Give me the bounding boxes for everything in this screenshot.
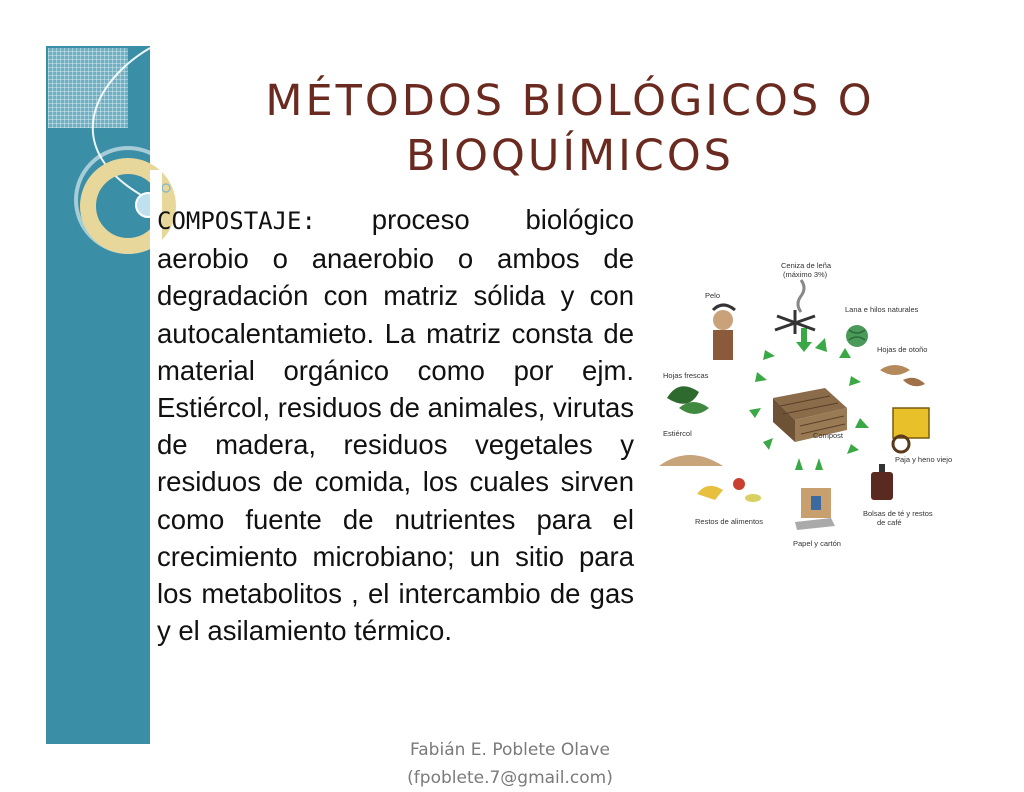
label-pelo: Pelo	[705, 291, 721, 300]
body-text: proceso biológico aerobio o anaerobio o ambos de degradación con matriz sólida y con autocalentamieto. La matriz consta de material orgánico como por ejm. Estiércol, residuos de animales, virutas de madera, residuos vegetales y residuos de comida, los cuales sirven como fuente de nutrientes para el crecimiento microbiano; un sitio para los metabolitos , el intercambio de gas y el asilamiento térmico.	[157, 204, 634, 647]
manure-icon	[659, 455, 723, 466]
hair-person-icon	[713, 305, 735, 360]
title-line-2: BIOQUÍMICOS	[406, 131, 734, 181]
title-line-1: MÉTODOS BIOLÓGICOS O	[265, 76, 875, 126]
label-paja: Paja y heno viejo	[895, 455, 953, 464]
straw-icon	[893, 408, 929, 452]
food-scraps-icon	[697, 478, 761, 502]
label-papel: Papel y cartón	[793, 539, 841, 548]
slide-footer	[390, 736, 630, 792]
label-restos: Restos de alimentos	[695, 517, 763, 526]
footer-email: (fpoblete.7@gmail.com)	[407, 768, 613, 788]
label-bolsas-1: Bolsas de té y restos	[863, 509, 933, 518]
paper-box-icon	[795, 488, 835, 530]
label-ceniza-1: Ceniza de leña	[781, 261, 832, 270]
footer-author: Fabián E. Poblete Olave	[410, 740, 610, 760]
fresh-leaves-icon	[667, 386, 709, 414]
label-hojas-frescas: Hojas frescas	[663, 371, 709, 380]
tea-coffee-icon	[871, 464, 893, 500]
slide-title	[200, 74, 940, 184]
autumn-leaves-icon	[880, 365, 925, 386]
label-lana: Lana e hilos naturales	[845, 305, 919, 314]
ash-icon	[775, 280, 815, 334]
label-bolsas-2: de café	[877, 518, 902, 527]
lead-term: COMPOSTAJE:	[157, 207, 316, 235]
label-estiercol: Estiércol	[663, 429, 692, 438]
label-compost: Compost	[813, 431, 844, 440]
compost-diagram	[655, 258, 955, 558]
label-hojas-otono: Hojas de otoño	[877, 345, 928, 354]
yarn-icon	[846, 325, 868, 347]
slide-body	[157, 201, 634, 649]
label-ceniza-2: (máximo 3%)	[783, 270, 828, 279]
